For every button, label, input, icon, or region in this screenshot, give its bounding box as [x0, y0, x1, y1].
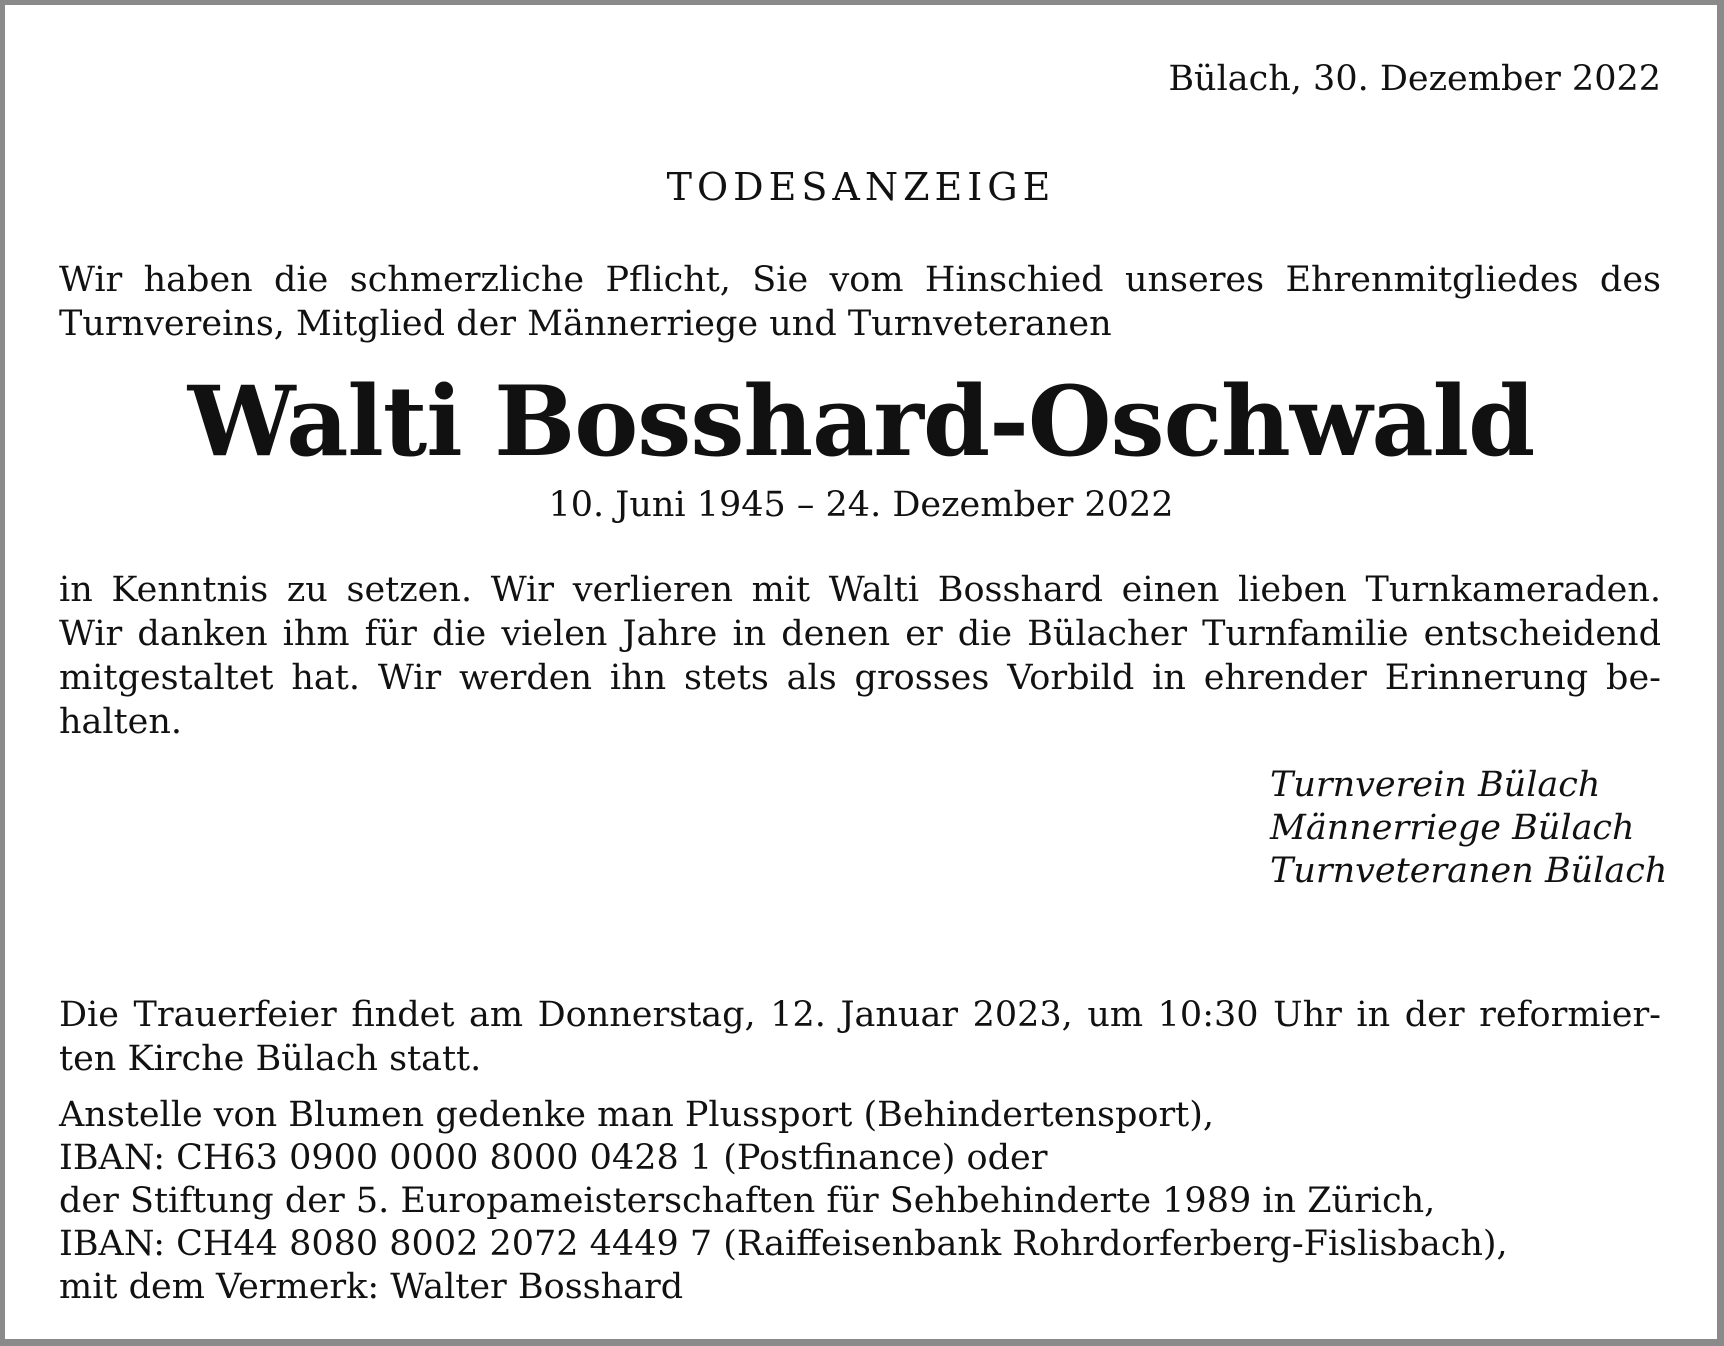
donation-paragraph	[59, 1094, 1661, 1309]
deceased-name: Walti Bosshard-Oschwald	[187, 365, 1535, 478]
life-dates: 10. Juni 1945 – 24. Dezember 2022	[548, 485, 1174, 525]
obituary-notice	[5, 5, 1717, 1339]
intro-paragraph	[59, 258, 1661, 346]
body-line: in Kenntnis zu setzen. Wir verlieren mit Walti Bosshard einen lieben Turnkameraden.	[59, 570, 1661, 610]
intro-line: Turnvereins, Mitglied der Männerriege und Turnveteranen	[59, 304, 1112, 344]
body-line: Wir danken ihm für die vielen Jahre in denen er die Bülacher Turnfamilie entscheidend	[59, 614, 1661, 654]
body-line: halten.	[59, 702, 183, 742]
place-date: Bülach, 30. Dezember 2022	[1168, 59, 1661, 99]
body-line: mitgestaltet hat. Wir werden ihn stets als grosses Vorbild in ehrender Erinnerung be-	[59, 658, 1661, 698]
signatures	[1270, 764, 1667, 893]
donation-line: Anstelle von Blumen gedenke man Plussport (Behindertensport),	[59, 1095, 1215, 1135]
service-paragraph	[59, 993, 1661, 1081]
signature-turnverein: Turnverein Bülach	[1270, 765, 1601, 805]
service-line: ten Kirche Bülach statt.	[59, 1039, 482, 1079]
donation-line: mit dem Vermerk: Walter Bosshard	[59, 1267, 684, 1307]
body-paragraph	[59, 568, 1661, 744]
intro-line: Wir haben die schmerzliche Pflicht, Sie vom Hinschied unseres Ehrenmitgliedes des	[59, 260, 1661, 300]
service-line: Die Trauerfeier findet am Donnerstag, 12. Januar 2023, um 10:30 Uhr in der reformier-	[59, 995, 1661, 1035]
signature-maennerriege: Männerriege Bülach	[1270, 808, 1635, 848]
donation-line: IBAN: CH44 8080 8002 2072 4449 7 (Raiffeisenbank Rohrdorferberg-Fislisbach),	[59, 1224, 1508, 1264]
donation-line: IBAN: CH63 0900 0000 8000 0428 1 (Postfinance) oder	[59, 1138, 1048, 1178]
donation-line: der Stiftung der 5. Europameisterschaften für Sehbehinderte 1989 in Zürich,	[59, 1181, 1436, 1221]
signature-turnveteranen: Turnveteranen Bülach	[1270, 851, 1668, 891]
notice-heading: TODESANZEIGE	[666, 165, 1056, 209]
